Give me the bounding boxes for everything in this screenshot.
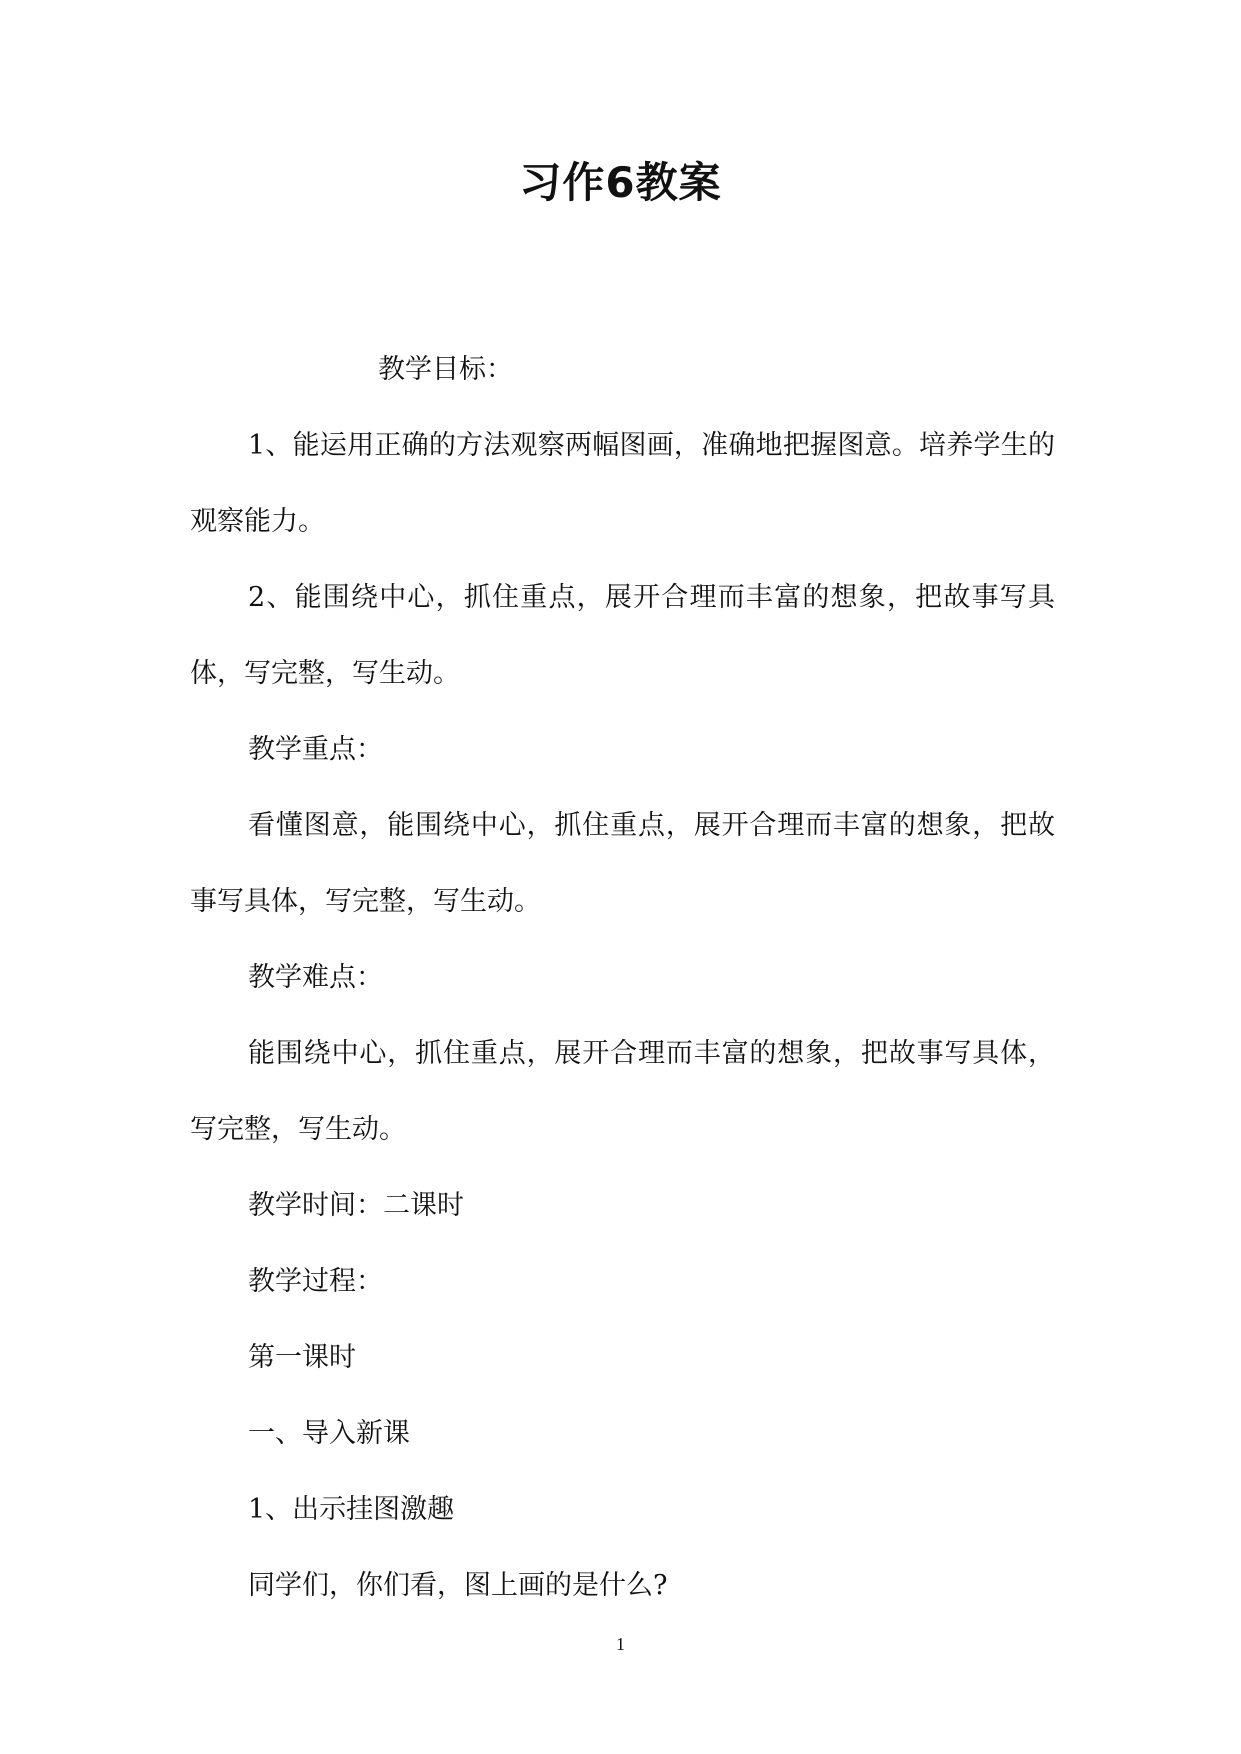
document-body bbox=[190, 332, 1055, 1624]
paragraph-teaching-process-heading: 教学过程： bbox=[248, 1266, 383, 1297]
paragraph-question: 同学们，你们看，图上画的是什么? bbox=[248, 1570, 668, 1601]
paragraph-key-points-heading: 教学重点： bbox=[248, 734, 383, 765]
paragraph-key-points: 看懂图意，能围绕中心，抓住重点，展开合理而丰富的想象，把故事写具体，写完整，写生动。 bbox=[190, 810, 1055, 917]
paragraph-difficulties: 能围绕中心，抓住重点，展开合理而丰富的想象，把故事写具体，写完整，写生动。 bbox=[190, 1038, 1055, 1145]
paragraph-first-lesson: 第一课时 bbox=[248, 1342, 356, 1373]
paragraph-teaching-goals-heading: 教学目标： bbox=[378, 354, 513, 385]
paragraph-difficulties-heading: 教学难点： bbox=[248, 962, 383, 993]
paragraph-section-intro: 一、导入新课 bbox=[248, 1418, 410, 1449]
paragraph-step-1: 1、出示挂图激趣 bbox=[248, 1494, 455, 1525]
page-number: 1 bbox=[616, 1634, 625, 1654]
paragraph-goal-2: 2、能围绕中心，抓住重点，展开合理而丰富的想象，把故事写具体，写完整，写生动。 bbox=[190, 582, 1055, 689]
paragraph-goal-1: 1、能运用正确的方法观察两幅图画，准确地把握图意。培养学生的观察能力。 bbox=[190, 430, 1055, 537]
document-title: 习作6教案 bbox=[519, 158, 722, 207]
paragraph-teaching-time: 教学时间：二课时 bbox=[248, 1190, 464, 1221]
